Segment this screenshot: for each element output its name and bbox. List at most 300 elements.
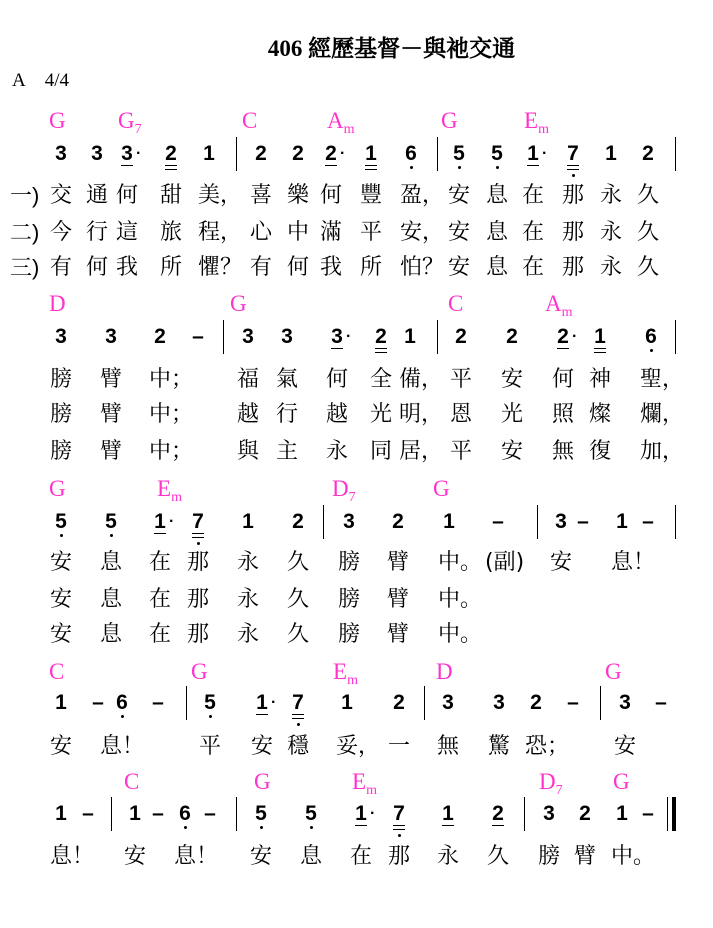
lyric-syllable: 安 <box>250 844 273 869</box>
lyric-syllable: 心 <box>250 220 273 245</box>
chord-root: E <box>352 769 367 794</box>
lyric-syllable: 神 <box>589 367 612 392</box>
note-digit: 5 <box>305 802 317 825</box>
lyric-syllable: 永 <box>600 183 623 208</box>
note-digit: 2 <box>642 142 654 165</box>
lyric-syllable: 何 <box>320 183 343 208</box>
chord-symbol <box>539 769 563 798</box>
note-digit: 1 <box>242 510 254 533</box>
lyric-syllable: 在 <box>522 255 545 280</box>
note <box>388 511 408 533</box>
lyric-syllable: 息 <box>300 844 323 869</box>
lower-octave-dot <box>310 826 313 829</box>
note-dash <box>651 692 671 714</box>
chord-symbol <box>352 769 377 798</box>
underline-beam <box>442 825 454 826</box>
note-dash <box>573 511 593 533</box>
barline <box>600 686 601 720</box>
lyric-syllable: 與 <box>237 439 260 464</box>
note-digit: 2 <box>557 325 569 348</box>
note <box>238 326 258 348</box>
note <box>590 326 610 348</box>
lyric-syllable: 今 <box>50 220 73 245</box>
lyric-syllable: 光 <box>370 402 393 427</box>
lyric-syllable: 這 <box>116 220 139 245</box>
time-signature: 4/4 <box>44 70 70 91</box>
note-digit: 3 <box>121 142 133 165</box>
lyric-syllable: 美， <box>198 183 243 208</box>
lyric-syllable: 我 <box>116 255 139 280</box>
lyric-syllable: 有 <box>250 255 273 280</box>
lyric-syllable: 我 <box>320 255 343 280</box>
note <box>288 692 308 714</box>
chord-symbol <box>545 291 573 320</box>
lower-octave-dot <box>60 534 63 537</box>
verse-number: 一) <box>10 183 40 208</box>
underline-beam <box>165 169 177 170</box>
note <box>301 803 321 825</box>
note <box>371 326 391 348</box>
chord-root: A <box>327 108 344 133</box>
lyric-syllable: 安 <box>50 550 73 575</box>
chord-symbol <box>191 660 208 684</box>
lyric-syllable: 臂 <box>574 844 597 869</box>
lyric-syllable: 永 <box>237 622 260 647</box>
chord-root: E <box>333 659 348 684</box>
lyric-syllable: 安 <box>448 183 471 208</box>
lyric-syllable: 中。 <box>438 587 483 612</box>
lyric-syllable: 息！ <box>174 844 219 869</box>
note-digit: 2 <box>579 802 591 825</box>
barline <box>111 797 112 831</box>
lower-octave-dot <box>197 542 200 545</box>
chord-root: C <box>49 659 65 684</box>
lyric-syllable: 平 <box>450 367 473 392</box>
chord-root: D <box>539 769 556 794</box>
chord-root: G <box>230 291 247 316</box>
note <box>351 802 376 825</box>
lyric-syllable: 安 <box>448 255 471 280</box>
note-digit: 7 <box>192 510 204 533</box>
lyric-syllable: 中。 <box>611 844 656 869</box>
lower-octave-dot <box>121 715 124 718</box>
lyric-syllable: 那 <box>187 550 210 575</box>
note <box>615 692 635 714</box>
note <box>150 326 170 348</box>
note-digit: – <box>655 691 667 714</box>
note-digit: 3 <box>442 691 454 714</box>
chord-symbol <box>605 660 622 684</box>
chord-root: E <box>157 476 172 501</box>
underline-beam <box>375 352 387 353</box>
note <box>199 143 219 165</box>
barline <box>675 320 676 354</box>
note <box>101 326 121 348</box>
chord-symbol <box>49 477 66 501</box>
lyric-syllable: 久 <box>287 622 310 647</box>
lyric-syllable: 無 <box>437 734 460 759</box>
note <box>439 511 459 533</box>
note <box>449 143 469 165</box>
lower-octave-dot <box>260 826 263 829</box>
lyric-syllable: 臂 <box>387 550 410 575</box>
note-digit: – <box>204 802 216 825</box>
chord-quality: m <box>171 490 182 505</box>
lyric-syllable: 久 <box>637 183 660 208</box>
underline-beam <box>192 533 204 534</box>
barline <box>524 797 525 831</box>
lyric-syllable: 息！ <box>611 550 656 575</box>
note <box>101 511 121 533</box>
underline-beam <box>292 714 304 715</box>
note <box>438 803 458 825</box>
lyric-syllable: 膀 <box>50 367 73 392</box>
lyric-syllable: 在 <box>149 622 172 647</box>
note <box>252 691 277 714</box>
lyric-syllable: 永 <box>600 220 623 245</box>
lyric-syllable: 那 <box>187 587 210 612</box>
note-digit: 2 <box>292 142 304 165</box>
note <box>401 143 421 165</box>
note-dash <box>638 803 658 825</box>
note-digit: – <box>642 510 654 533</box>
chord-root: G <box>191 659 208 684</box>
lyric-syllable: 通 <box>86 183 109 208</box>
lyric-syllable: 平 <box>450 439 473 464</box>
note-digit: 2 <box>492 802 504 825</box>
note <box>551 511 571 533</box>
underline-beam <box>325 165 337 166</box>
lyric-syllable: 那 <box>388 844 411 869</box>
lower-octave-dot <box>458 166 461 169</box>
chord-symbol <box>433 477 450 501</box>
chord-symbol <box>124 770 139 794</box>
chord-symbol <box>49 660 64 684</box>
lyric-syllable: 那 <box>562 255 585 280</box>
chord-root: G <box>605 659 622 684</box>
note-digit: 1 <box>341 691 353 714</box>
note <box>575 803 595 825</box>
lyric-syllable: 所 <box>360 255 383 280</box>
chord-symbol <box>333 659 358 688</box>
chord-quality: m <box>343 122 355 137</box>
note-digit: 6 <box>116 691 128 714</box>
chord-root: G <box>254 769 271 794</box>
note <box>612 511 632 533</box>
augmentation-dot: · <box>572 328 578 345</box>
note-digit: 1 <box>256 691 268 714</box>
lyric-syllable: 膀 <box>50 439 73 464</box>
note-digit: 7 <box>393 802 405 825</box>
lyric-syllable: 臂 <box>100 367 123 392</box>
chord-symbol <box>49 109 66 133</box>
underline-beam <box>557 348 569 349</box>
note-digit: 1 <box>55 691 67 714</box>
note-digit: 7 <box>567 142 579 165</box>
note-dash <box>638 511 658 533</box>
note-digit: 5 <box>491 142 503 165</box>
note-digit: 5 <box>105 510 117 533</box>
chord-quality: 7 <box>134 122 142 137</box>
lyric-syllable: 恐； <box>525 734 570 759</box>
chord-root: G <box>613 769 630 794</box>
underline-beam <box>492 825 504 826</box>
lyric-syllable: 臂 <box>100 439 123 464</box>
note <box>389 692 409 714</box>
note-digit: 1 <box>129 802 141 825</box>
chord-symbol <box>118 108 142 137</box>
lower-octave-dot <box>496 166 499 169</box>
lyric-syllable: 平 <box>360 220 383 245</box>
note-dash <box>200 803 220 825</box>
chord-root: C <box>124 769 140 794</box>
lower-octave-dot <box>110 534 113 537</box>
note <box>251 803 271 825</box>
note-digit: – <box>82 802 94 825</box>
underline-beam <box>393 825 405 826</box>
lyric-syllable: 盈， <box>400 183 445 208</box>
note-digit: 3 <box>343 510 355 533</box>
note-digit: 3 <box>105 325 117 348</box>
lyric-syllable: 安， <box>400 220 445 245</box>
verse-number: 二) <box>10 220 40 245</box>
chord-root: G <box>118 108 135 133</box>
note <box>526 692 546 714</box>
note <box>361 143 381 165</box>
barline <box>437 137 438 171</box>
note-digit: 1 <box>443 510 455 533</box>
lyric-syllable: 臂 <box>100 402 123 427</box>
lyric-syllable: 膀 <box>338 587 361 612</box>
barline <box>236 797 237 831</box>
barline <box>186 686 187 720</box>
augmentation-dot: · <box>346 328 352 345</box>
note <box>188 511 208 533</box>
lyric-syllable: 安 <box>614 734 637 759</box>
lyric-syllable: 一 <box>388 734 411 759</box>
lyric-syllable: 旅 <box>160 220 183 245</box>
chord-root: D <box>49 291 66 316</box>
note <box>288 511 308 533</box>
chord-symbol <box>230 292 247 316</box>
lyric-syllable: 安 <box>501 367 524 392</box>
lower-octave-dot <box>572 174 575 177</box>
lyric-syllable: 行 <box>276 402 299 427</box>
underline-beam <box>594 352 606 353</box>
underline-beam <box>365 165 377 166</box>
lyric-syllable: 光 <box>501 402 524 427</box>
note-digit: 1 <box>616 802 628 825</box>
lyric-syllable: 久 <box>287 587 310 612</box>
note-digit: 2 <box>255 142 267 165</box>
note-dash <box>148 692 168 714</box>
note <box>161 143 181 165</box>
lyric-syllable: 中。 <box>438 550 483 575</box>
underline-beam <box>154 533 166 534</box>
chord-symbol <box>327 108 355 137</box>
lyric-syllable: 怕？ <box>400 255 445 280</box>
note-digit: 1 <box>154 510 166 533</box>
lyric-syllable: 安 <box>501 439 524 464</box>
note <box>638 143 658 165</box>
lyric-syllable: 甜 <box>160 183 183 208</box>
underline-beam <box>331 348 343 349</box>
augmentation-dot: · <box>136 145 142 162</box>
chord-quality: m <box>561 305 573 320</box>
underline-beam <box>192 537 204 538</box>
note-digit: 2 <box>165 142 177 165</box>
lyric-syllable: 安 <box>124 844 147 869</box>
barline <box>323 505 324 539</box>
augmentation-dot: · <box>542 145 548 162</box>
note <box>51 143 71 165</box>
chord-symbol <box>157 476 182 505</box>
underline-beam <box>165 165 177 166</box>
lyric-syllable: 在 <box>149 587 172 612</box>
lyric-syllable: 安 <box>50 734 73 759</box>
lyric-syllable: 聖， <box>640 367 685 392</box>
underline-beam <box>292 718 304 719</box>
lyric-syllable: 何 <box>552 367 575 392</box>
lyric-syllable: 越 <box>326 402 349 427</box>
lyric-syllable: 樂 <box>287 183 310 208</box>
barline <box>537 505 538 539</box>
lyric-syllable: 那 <box>187 622 210 647</box>
note-dash <box>188 326 208 348</box>
note <box>487 143 507 165</box>
note-digit: 5 <box>453 142 465 165</box>
note-digit: – <box>492 510 504 533</box>
chord-root: A <box>545 291 562 316</box>
lyric-syllable: 永 <box>437 844 460 869</box>
chord-root: G <box>441 108 458 133</box>
lyric-syllable: 爛， <box>640 402 685 427</box>
note-dash <box>78 803 98 825</box>
lyric-syllable: 所 <box>160 255 183 280</box>
note-digit: – <box>92 691 104 714</box>
chord-quality: m <box>347 673 358 688</box>
chord-symbol <box>448 292 463 316</box>
lyric-syllable: 永 <box>600 255 623 280</box>
note <box>489 692 509 714</box>
lyric-syllable: 燦 <box>589 402 612 427</box>
note <box>523 142 548 165</box>
note-digit: 2 <box>392 510 404 533</box>
lyric-syllable: 久 <box>637 255 660 280</box>
note-digit: 1 <box>203 142 215 165</box>
note-digit: – <box>192 325 204 348</box>
note-digit: 6 <box>179 802 191 825</box>
chord-quality: m <box>538 122 549 137</box>
lyric-syllable: 久 <box>287 550 310 575</box>
lyric-syllable: 福 <box>237 367 260 392</box>
key-signature: A <box>12 70 26 91</box>
lyric-syllable: 在 <box>522 183 545 208</box>
key-time-signature <box>12 70 69 92</box>
note <box>112 692 132 714</box>
lyric-syllable: 復 <box>589 439 612 464</box>
lyric-syllable: 安 <box>50 587 73 612</box>
note-digit: – <box>577 510 589 533</box>
note-digit: 5 <box>55 510 67 533</box>
barline <box>437 320 438 354</box>
note <box>125 803 145 825</box>
lyric-syllable: 膀 <box>50 402 73 427</box>
note-digit: 2 <box>292 510 304 533</box>
note <box>337 692 357 714</box>
barline <box>424 686 425 720</box>
note <box>539 803 559 825</box>
note <box>51 692 71 714</box>
lyric-syllable: 安 <box>251 734 274 759</box>
lower-octave-dot <box>184 826 187 829</box>
underline-beam <box>567 169 579 170</box>
note <box>553 325 578 348</box>
note-digit: 7 <box>292 691 304 714</box>
lyric-syllable: 膀 <box>538 844 561 869</box>
hymn-title: 406 經歷基督－與祂交通 <box>267 36 516 61</box>
chord-symbol <box>49 292 66 316</box>
note-digit: 2 <box>154 325 166 348</box>
note-dash <box>88 692 108 714</box>
final-double-barline <box>667 797 676 831</box>
underline-beam <box>355 825 367 826</box>
note <box>400 326 420 348</box>
note-digit: 3 <box>493 691 505 714</box>
underline-beam <box>121 165 133 166</box>
lyric-syllable: 何 <box>326 367 349 392</box>
lyric-syllable: 臂 <box>387 622 410 647</box>
chord-root: E <box>524 108 539 133</box>
note <box>488 803 508 825</box>
chord-root: C <box>448 291 464 316</box>
note-digit: 2 <box>455 325 467 348</box>
lyric-syllable: 照 <box>552 402 575 427</box>
note <box>117 142 142 165</box>
lower-octave-dot <box>650 349 653 352</box>
lyric-syllable: 息 <box>486 255 509 280</box>
note <box>51 511 71 533</box>
note <box>200 692 220 714</box>
chord-quality: 7 <box>348 490 356 505</box>
note <box>327 325 352 348</box>
lyric-syllable: 息 <box>100 622 123 647</box>
note <box>175 803 195 825</box>
lyric-syllable: 備， <box>399 367 444 392</box>
note-digit: 2 <box>375 325 387 348</box>
lyric-syllable: 喜 <box>250 183 273 208</box>
chord-symbol <box>332 476 356 505</box>
lyric-syllable: 中； <box>149 439 194 464</box>
lyric-syllable: 息 <box>486 183 509 208</box>
note-digit: 3 <box>543 802 555 825</box>
note-digit: 5 <box>255 802 267 825</box>
lower-octave-dot <box>209 715 212 718</box>
note <box>51 326 71 348</box>
chord-symbol <box>613 770 630 794</box>
chord-symbol <box>242 109 257 133</box>
chord-root: G <box>433 476 450 501</box>
barline <box>675 505 676 539</box>
lyric-syllable: 息 <box>100 587 123 612</box>
lyric-syllable: 中 <box>287 220 310 245</box>
chord-symbol <box>436 660 453 684</box>
lyric-syllable: 息！ <box>100 734 145 759</box>
note-digit: 1 <box>605 142 617 165</box>
barline <box>675 137 676 171</box>
note-digit: – <box>642 802 654 825</box>
lyric-syllable: 永 <box>326 439 349 464</box>
